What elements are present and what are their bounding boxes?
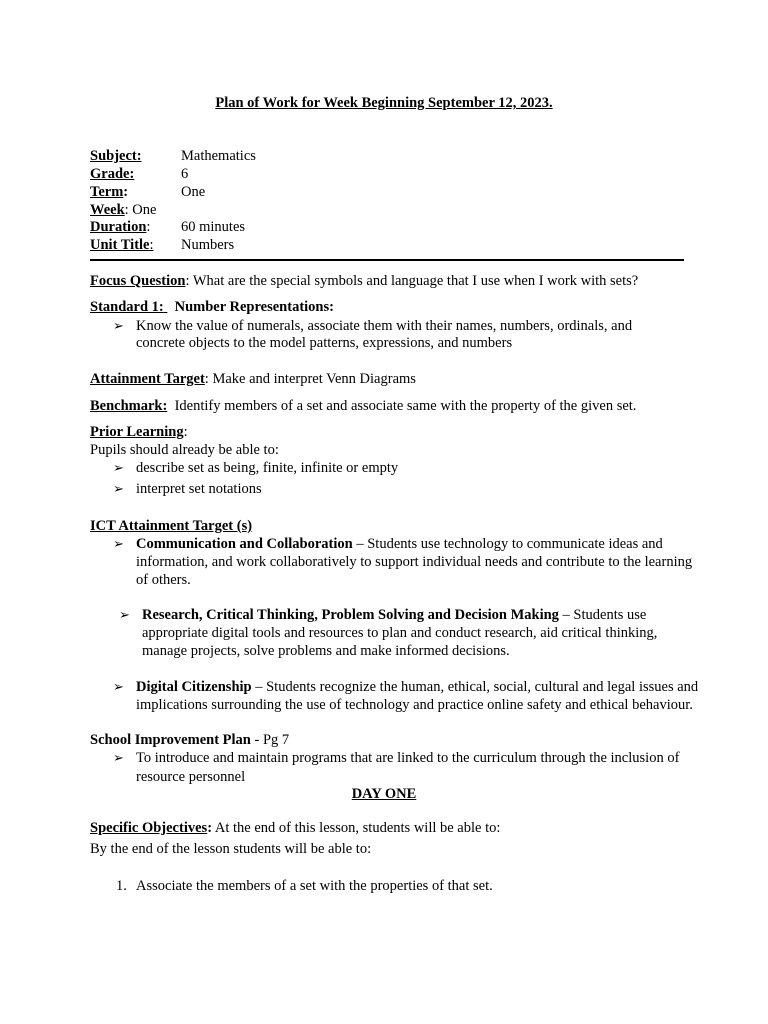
unit-label-wrap [90, 236, 154, 254]
ict-item3-title: Digital Citizenship [136, 679, 252, 695]
objective-number: 1. [116, 878, 127, 894]
focus-text: : What are the special symbols and language that I use when I work with sets? [185, 273, 639, 289]
sip-line1: To introduce and maintain programs that are linked to the curriculum through the inclusion of [136, 750, 680, 766]
objectives-text: At the end of this lesson, students will be able to: [212, 820, 501, 836]
grade-value: 6 [181, 166, 189, 182]
standard-heading [90, 298, 334, 316]
week-label: Week [90, 202, 125, 218]
duration-value: 60 minutes [181, 219, 246, 235]
attainment-text: : Make and interpret Venn Diagrams [204, 371, 416, 387]
term-label-wrap [90, 183, 128, 201]
prior-label: Prior Learning [90, 424, 184, 440]
arrow-bullet-icon: ➢ [113, 536, 124, 551]
focus-label: Focus Question [90, 273, 186, 289]
focus-question [90, 272, 638, 290]
page-title: Plan of Work for Week Beginning September 12, 2023. [215, 95, 553, 111]
ict-item1-text: – Students use technology to communicate ideas and [352, 536, 663, 552]
unit-colon: : [149, 237, 154, 253]
ict-item1-line2: information, and work collaboratively to support individual needs and contribute to the learning [136, 554, 693, 570]
objectives-colon: : [207, 820, 213, 836]
standard-title: Number Representations: [174, 299, 334, 315]
standard-label: Standard 1: [90, 299, 164, 315]
divider-line [90, 259, 684, 261]
duration-label: Duration [90, 219, 147, 235]
sip-ref: - Pg 7 [250, 732, 290, 748]
week-row [90, 201, 156, 219]
ict-item1-line1 [136, 535, 663, 553]
standard-bullet-line1: Know the value of numerals, associate them with their names, numbers, ordinals, and [136, 318, 633, 334]
arrow-bullet-icon: ➢ [113, 481, 124, 496]
prior-item: interpret set notations [136, 481, 262, 497]
arrow-bullet-icon: ➢ [113, 750, 124, 765]
attainment-target [90, 370, 416, 388]
ict-item2-title: Research, Critical Thinking, Problem Solving and Decision Making [142, 607, 559, 623]
prior-intro: Pupils should already be able to: [90, 442, 279, 458]
arrow-bullet-icon: ➢ [119, 607, 130, 622]
ict-item3-text: – Students recognize the human, ethical, social, cultural and legal issues and [251, 679, 699, 695]
ict-item2-line3: manage projects, solve problems and make informed decisions. [142, 643, 510, 659]
ict-item2-text: – Students use [558, 607, 647, 623]
prior-colon: : [183, 424, 188, 440]
arrow-bullet-icon: ➢ [113, 318, 124, 333]
sip-heading [90, 731, 289, 749]
unit-label: Unit Title [90, 237, 150, 253]
ict-item2-line2: appropriate digital tools and resources to plan and conduct research, aid critical thinking, [142, 625, 658, 641]
ict-item1-title: Communication and Collaboration [136, 536, 353, 552]
standard-bullet-line2: concrete objects to the model patterns, expressions, and numbers [136, 335, 513, 351]
unit-value: Numbers [181, 237, 235, 253]
prior-learning-heading [90, 423, 188, 441]
term-label: Term [90, 184, 124, 200]
subject-label: Subject: [90, 148, 142, 164]
benchmark-label: Benchmark: [90, 398, 168, 414]
objective-item: Associate the members of a set with the properties of that set. [136, 878, 493, 894]
day-heading: DAY ONE [351, 786, 417, 802]
duration-colon: : [146, 219, 151, 235]
benchmark-text: Identify members of a set and associate same with the property of the given set. [174, 398, 637, 414]
ict-heading: ICT Attainment Target (s) [90, 518, 253, 534]
arrow-bullet-icon: ➢ [113, 679, 124, 694]
sip-line2: resource personnel [136, 769, 246, 785]
term-value: One [181, 184, 206, 200]
subject-value: Mathematics [181, 148, 256, 164]
objectives-heading [90, 819, 500, 837]
ict-item1-line3: of others. [136, 572, 191, 588]
sip-label: School Improvement Plan [90, 732, 251, 748]
arrow-bullet-icon: ➢ [113, 460, 124, 475]
ict-item3-line1 [136, 678, 698, 696]
week-value: : One [124, 202, 157, 218]
ict-item3-line2: implications surrounding the use of technology and practice online safety and ethical behaviour. [136, 697, 693, 713]
attainment-label: Attainment Target [90, 371, 205, 387]
term-colon: : [123, 184, 129, 200]
duration-label-wrap [90, 218, 150, 236]
grade-label: Grade: [90, 166, 135, 182]
prior-item: describe set as being, finite, infinite or empty [136, 460, 399, 476]
ict-item2-line1 [142, 606, 646, 624]
benchmark [90, 397, 636, 415]
objectives-line2: By the end of the lesson students will be able to: [90, 841, 372, 857]
objectives-label: Specific Objectives [90, 820, 208, 836]
